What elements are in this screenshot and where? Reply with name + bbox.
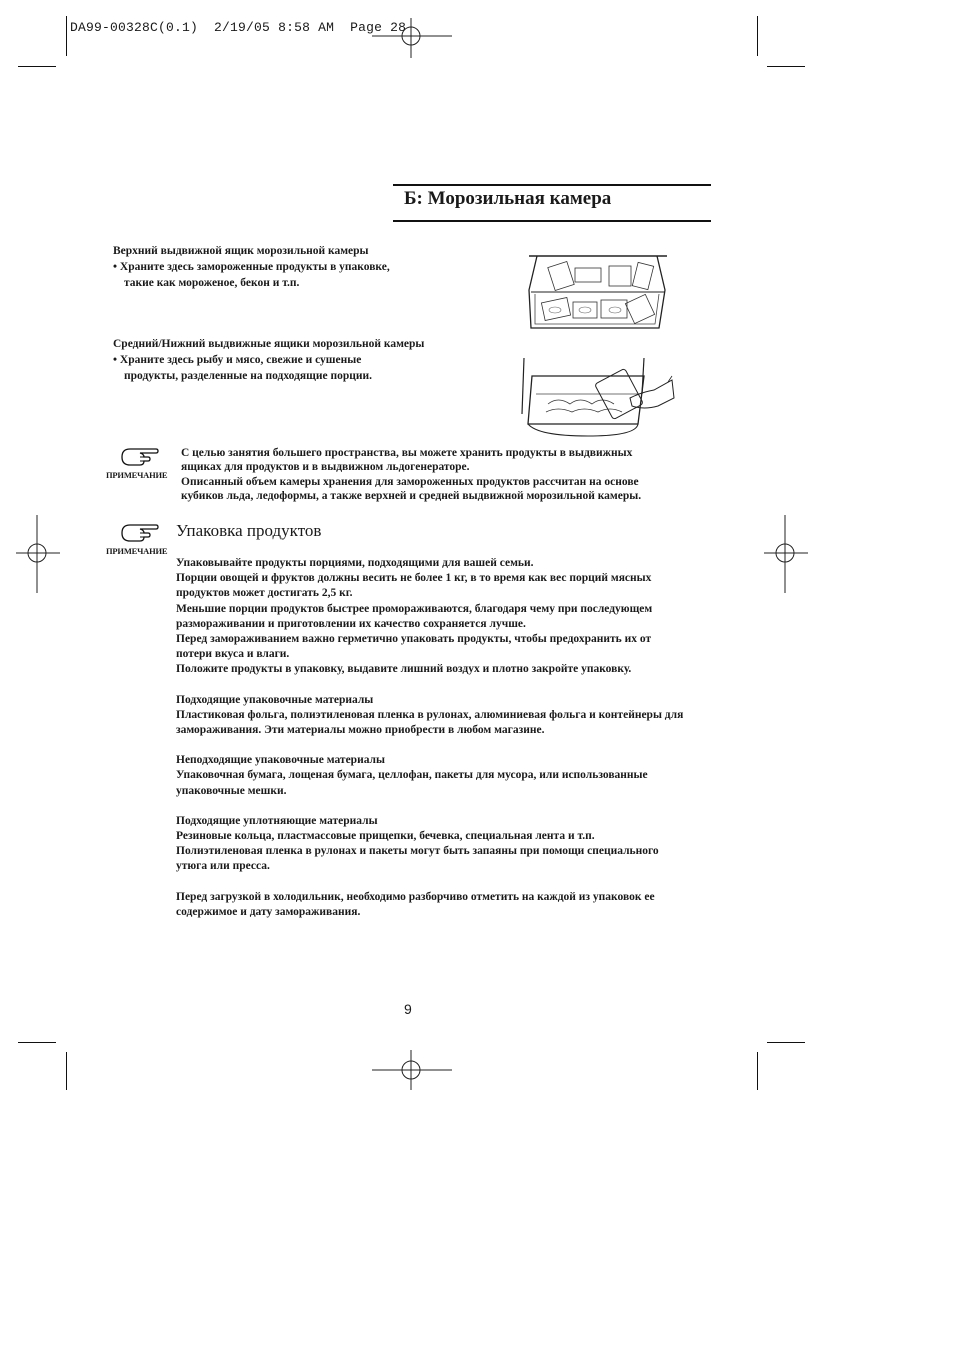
- middle-lower-drawer-bullet-cont: продукты, разделенные на подходящие порции.: [124, 370, 372, 382]
- upper-freezer-drawer-illustration: [525, 250, 671, 332]
- print-date: 2/19/05: [214, 20, 271, 35]
- crop-mark: [767, 66, 805, 67]
- paragraph-line: Перед загрузкой в холодильник, необходимо разборчиво отметить на каждой из упаковок ее: [176, 890, 655, 903]
- packaging-block-3: [176, 753, 736, 799]
- upper-drawer-bullet-cont: такие как мороженое, бекон и т.п.: [124, 277, 300, 289]
- crop-mark: [66, 1052, 67, 1090]
- spacer: [176, 799, 736, 814]
- packaging-block-5: [176, 890, 736, 920]
- paragraph-line: Упаковывайте продукты порциями, подходящими для вашей семьи.: [176, 557, 534, 569]
- paragraph-line: Полиэтиленовая пленка в рулонах и пакеты могут быть запаяны при помощи специального: [176, 845, 659, 858]
- upper-drawer-bullet: • Храните здесь замороженные продукты в упаковке,: [113, 261, 390, 273]
- paragraph-line: Меньшие порции продуктов быстрее промораживаются, благодаря чему при последующем: [176, 602, 653, 615]
- crop-mark: [66, 16, 67, 56]
- crop-mark: [757, 16, 758, 56]
- packaging-body: [176, 556, 736, 920]
- note-text: [181, 446, 721, 504]
- page-number: 9: [404, 1001, 412, 1017]
- packaging-block-4: [176, 814, 736, 875]
- middle-lower-drawer-text: [113, 336, 493, 384]
- packaging-title: Упаковка продуктов: [176, 521, 322, 540]
- paragraph-line: Перед замораживанием важно герметично упаковать продукты, чтобы предохранить их от: [176, 633, 652, 646]
- paragraph-line: содержимое и дату замораживания.: [176, 905, 361, 918]
- crop-mark: [18, 66, 56, 67]
- paragraph-line: Порции овощей и фруктов должны весить не более 1 кг, в то время как вес порций мясных: [176, 572, 652, 585]
- registration-mark-bottom: [372, 1050, 452, 1090]
- print-time: 8:58 AM: [278, 20, 335, 35]
- crop-mark: [757, 1052, 758, 1090]
- spacer: [176, 738, 736, 753]
- lower-freezer-drawer-illustration: [518, 354, 676, 440]
- upper-drawer-heading: Верхний выдвижной ящик морозильной камеры: [113, 245, 369, 257]
- paragraph-line: размораживании и приготовлении их качество сохраняется лучше.: [176, 617, 526, 630]
- paragraph-line: потери вкуса и влаги.: [176, 648, 290, 661]
- note-line: кубиков льда, ледоформы, а также верхней и средней выдвижной морозильной камеры.: [181, 490, 642, 503]
- registration-mark-top: [372, 18, 452, 58]
- middle-lower-drawer-bullet: • Храните здесь рыбу и мясо, свежие и сушеные: [113, 354, 362, 366]
- print-page: Page 28: [350, 20, 407, 35]
- note-line: С целью занятия большего пространства, вы можете хранить продукты в выдвижных: [181, 447, 633, 459]
- paragraph-line: Упаковочная бумага, лощеная бумага, целлофан, пакеты для мусора, или использованные: [176, 769, 648, 782]
- crop-mark: [767, 1042, 805, 1043]
- paragraph-line: Положите продукты в упаковку, выдавите лишний воздух и плотно закройте упаковку.: [176, 663, 632, 676]
- upper-drawer-text: [113, 243, 473, 291]
- print-header: [70, 20, 406, 35]
- registration-mark-right: [764, 515, 808, 593]
- paragraph-subheading: Подходящие уплотняющие материалы: [176, 814, 378, 827]
- paragraph-line: упаковочные мешки.: [176, 784, 287, 797]
- registration-mark-left: [16, 515, 60, 593]
- pointing-hand-icon: [118, 445, 160, 469]
- note-line: Описанный объем камеры хранения для замороженных продуктов рассчитан на основе: [181, 475, 639, 488]
- spacer: [176, 875, 736, 890]
- paragraph-line: продуктов может достигать 2,5 кг.: [176, 587, 353, 600]
- pointing-hand-icon: [118, 521, 160, 545]
- paragraph-line: замораживания. Эти материалы можно приобрести в любом магазине.: [176, 724, 545, 737]
- note-label: ПРИМЕЧАНИЕ: [106, 470, 168, 480]
- paragraph-subheading: Подходящие упаковочные материалы: [176, 693, 374, 706]
- paragraph-line: Пластиковая фольга, полиэтиленовая пленка в рулонах, алюминиевая фольга и контейнеры для: [176, 708, 684, 721]
- packaging-note-label: ПРИМЕЧАНИЕ: [106, 546, 168, 556]
- note-line: ящиках для продуктов и в выдвижном льдогенераторе.: [181, 461, 470, 474]
- paragraph-line: утюга или пресса.: [176, 860, 270, 873]
- paragraph-subheading: Неподходящие упаковочные материалы: [176, 754, 385, 767]
- crop-mark: [18, 1042, 56, 1043]
- doc-code: DA99-00328C(0.1): [70, 20, 199, 35]
- middle-lower-drawer-heading: Средний/Нижний выдвижные ящики морозильной камеры: [113, 338, 425, 350]
- section-title: Б: Морозильная камера: [404, 188, 612, 209]
- packaging-block-1: [176, 556, 736, 678]
- spacer: [176, 678, 736, 693]
- paragraph-line: Резиновые кольца, пластмассовые прищепки, бечевка, специальная лента и т.п.: [176, 830, 595, 843]
- packaging-block-2: [176, 693, 736, 739]
